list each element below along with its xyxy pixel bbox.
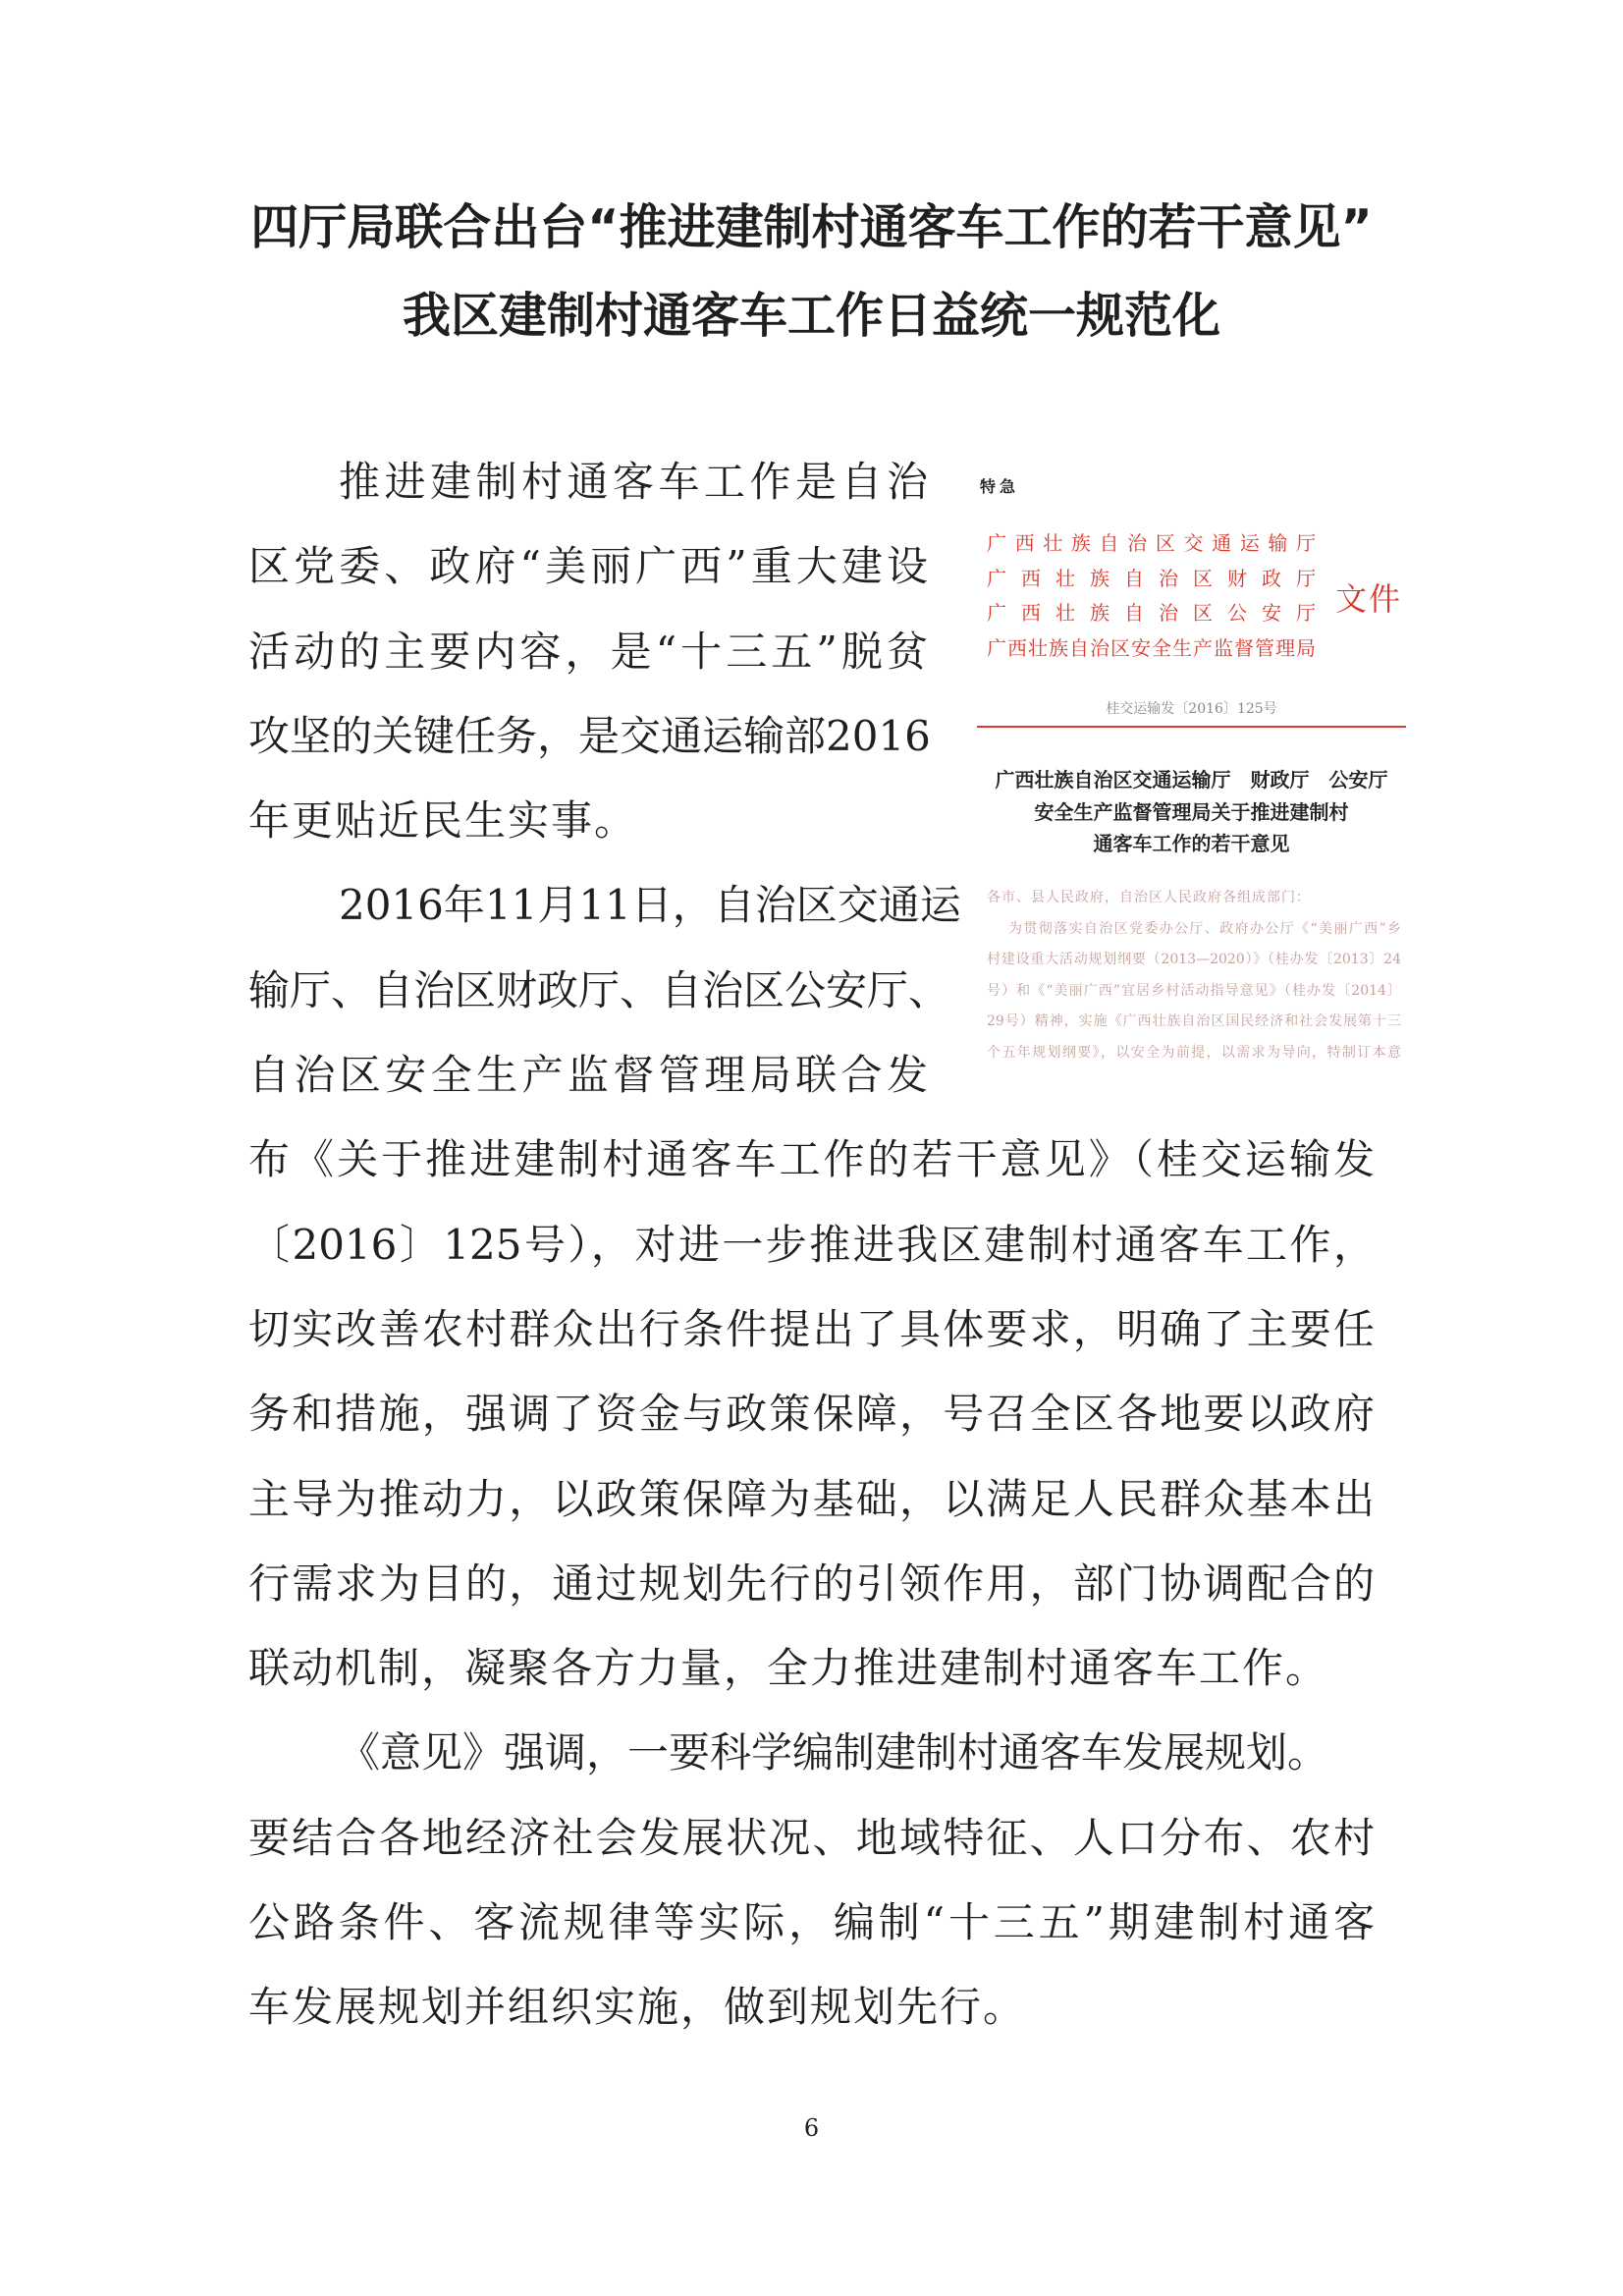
- document-body-line: 为贯彻落实自治区党委办公厅、政府办公厅《“美丽广西”乡: [1008, 920, 1401, 937]
- text-line: 自治区安全生产监督管理局联合发: [248, 1051, 928, 1100]
- issuer-list: [987, 526, 1316, 667]
- document-title: [972, 764, 1411, 860]
- text-line: 要结合各地经济社会发展状况、地域特征、人口分布、农村: [248, 1813, 1375, 1862]
- text-line: 联动机制，凝聚各方力量，全力推进建制村通客车工作。: [248, 1644, 1329, 1693]
- text-line: 务和措施，强调了资金与政策保障，号召全区各地要以政府: [248, 1390, 1375, 1439]
- urgency-mark: 特急: [980, 477, 1020, 496]
- issuer-name: 广西壮族自治区安全生产监督管理局: [987, 636, 1316, 661]
- text-line: 《意见》强调，一要科学编制建制村通客车发展规划。: [339, 1728, 1329, 1777]
- text-line: 输厅、自治区财政厅、自治区公安厅、: [248, 965, 950, 1014]
- text-line: 攻坚的关键任务，是交通运输部2016: [248, 711, 931, 760]
- document-number: 桂交运输发〔2016〕125号: [1106, 701, 1277, 717]
- text-line: 切实改善农村群众出行条件提出了具体要求，明确了主要任: [248, 1304, 1375, 1353]
- document-title-line: 通客车工作的若干意见: [1093, 832, 1290, 855]
- document-body-line: 村建设重大活动规划纲要（2013—2020）》（桂办发〔2013〕24: [987, 952, 1401, 968]
- text-line: 车发展规划并组织实施，做到规划先行。: [248, 1983, 1027, 2032]
- document-thumbnail: [972, 465, 1411, 1067]
- document-body-line: 号）和《“美丽广西”宜居乡村活动指导意见》（桂办发〔2014〕: [987, 982, 1401, 999]
- text-line: 年更贴近民生实事。: [248, 796, 638, 846]
- text-line: 布《关于推进建制村通客车工作的若干意见》（桂交运输发: [248, 1135, 1375, 1184]
- text-line: 主导为推动力，以政策保障为基础，以满足人民群众基本出: [248, 1474, 1375, 1523]
- page-number: 6: [803, 2114, 820, 2142]
- document-body: [987, 883, 1401, 1067]
- text-line: 推进建制村通客车工作是自治: [339, 458, 928, 506]
- document-body-line: 各市、县人民政府，自治区人民政府各组成部门：: [987, 890, 1311, 905]
- text-line: 活动的主要内容，是“十三五”脱贫: [248, 627, 928, 676]
- issuer-name: 广西壮族自治区公安厅: [987, 601, 1316, 626]
- subtitle-line: 我区建制村通客车工作日益统一规范化: [402, 288, 1220, 344]
- document-title-line: 广西壮族自治区交通运输厅 财政厅 公安厅: [995, 768, 1388, 792]
- page-title: [0, 184, 1623, 360]
- document-body-line: 个五年规划纲要》，以安全为前提，以需求为导向，特制订本意: [987, 1044, 1401, 1061]
- text-line: 〔2016〕125号），对进一步推进我区建制村通客车工作，: [248, 1220, 1375, 1269]
- document-body-line: 29号）精神，实施《广西壮族自治区国民经济和社会发展第十三: [987, 1013, 1401, 1030]
- issuer-name: 广西壮族自治区财政厅: [987, 566, 1316, 590]
- text-line: 2016年11月11日，自治区交通运: [339, 881, 961, 930]
- issuer-name: 广西壮族自治区交通运输厅: [987, 531, 1316, 555]
- text-line: 公路条件、客流规律等实际，编制“十三五”期建制村通客: [248, 1898, 1375, 1947]
- red-divider: [977, 726, 1406, 728]
- paragraph: [248, 1711, 1375, 2050]
- title-line: 四厅局联合出台“推进建制村通客车工作的若干意见”: [250, 199, 1373, 255]
- file-label: 文件: [1335, 580, 1403, 618]
- text-line: 行需求为目的，通过规划先行的引领作用，部门协调配合的: [248, 1558, 1375, 1608]
- document-title-line: 安全生产监督管理局关于推进建制村: [1034, 799, 1349, 824]
- text-line: 区党委、政府“美丽广西”重大建设: [248, 542, 928, 591]
